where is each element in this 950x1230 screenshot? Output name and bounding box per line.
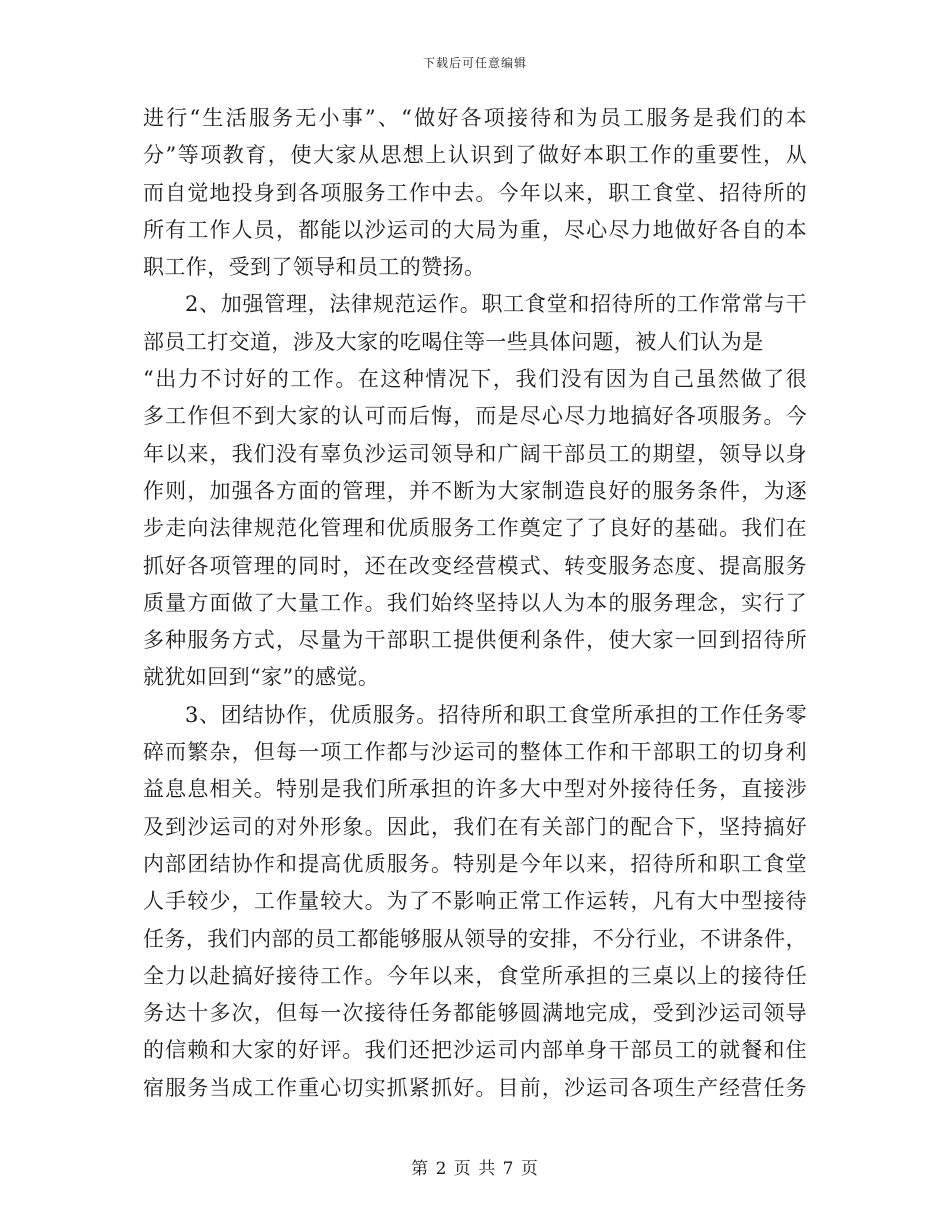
text-line: 3、团结协作，优质服务。招待所和职工食堂所承担的工作任务零: [185, 702, 807, 727]
text-line: 所有工作人员，都能以沙运司的大局为重，尽心尽力地做好各自的本: [143, 217, 807, 242]
text-line: 任务，我们内部的员工都能够服从领导的安排，不分行业，不讲条件，: [143, 926, 807, 951]
text-line: 及到沙运司的对外形象。因此，我们在有关部门的配合下，坚持搞好: [143, 814, 807, 839]
text-line: 全力以赴搞好接待工作。今年以来，食堂所承担的三桌以上的接待任: [143, 963, 807, 988]
text-line: 就犹如回到“家”的感觉。: [143, 665, 380, 690]
text-line: 分”等项教育，使大家从思想上认识到了做好本职工作的重要性，从: [143, 143, 807, 168]
text-line: 部员工打交道，涉及大家的吃喝住等一些具体问题，被人们认为是: [143, 329, 764, 354]
text-line: 多工作但不到大家的认可而后悔，而是尽心尽力地搞好各项服务。今: [143, 404, 807, 429]
text-line: 2、加强管理，法律规范运作。职工食堂和招待所的工作常常与干: [185, 292, 807, 317]
text-line: 进行“生活服务无小事”、“做好各项接待和为员工服务是我们的本: [143, 106, 807, 130]
text-line: 的信赖和大家的好评。我们还把沙运司内部单身干部员工的就餐和住: [143, 1038, 807, 1063]
text-line: 作则，加强各方面的管理，并不断为大家制造良好的服务条件，为逐: [143, 478, 807, 503]
text-line: 质量方面做了大量工作。我们始终坚持以人为本的服务理念，实行了: [143, 590, 807, 615]
text-line: 碎而繁杂，但每一项工作都与沙运司的整体工作和干部职工的切身利: [143, 740, 807, 765]
text-line: 内部团结协作和提高优质服务。特别是今年以来，招待所和职工食堂: [143, 851, 807, 876]
page-number-footer: 第 2 页 共 7 页: [411, 1159, 539, 1179]
text-line: 年以来，我们没有辜负沙运司领导和广阔干部员工的期望，领导以身: [143, 441, 807, 466]
text-line: 而自觉地投身到各项服务工作中去。今年以来，职工食堂、招待所的: [143, 180, 807, 205]
text-line: 人手较少，工作量较大。为了不影响正常工作运转，凡有大中型接待: [143, 889, 807, 914]
text-line: 抓好各项管理的同时，还在改变经营模式、转变服务态度、提高服务: [143, 553, 807, 578]
text-line: 多种服务方式，尽量为干部职工提供便利条件，使大家一回到招待所: [143, 628, 807, 653]
text-line: 步走向法律规范化管理和优质服务工作奠定了了良好的基础。我们在: [143, 516, 807, 541]
text-line: “出力不讨好的工作。在这种情况下，我们没有因为自己虽然做了很: [143, 367, 807, 392]
text-line: 宿服务当成工作重心切实抓紧抓好。目前，沙运司各项生产经营任务: [143, 1075, 807, 1100]
page-header-note: 下载后可任意编辑: [422, 56, 527, 70]
text-line: 益息息相关。特别是我们所承担的许多大中型对外接待任务，直接涉: [143, 777, 807, 802]
text-line: 务达十多次，但每一次接待任务都能够圆满地完成，受到沙运司领导: [143, 1001, 807, 1026]
document-body: [143, 100, 807, 1107]
text-line: 职工作，受到了领导和员工的赞扬。: [143, 255, 486, 280]
